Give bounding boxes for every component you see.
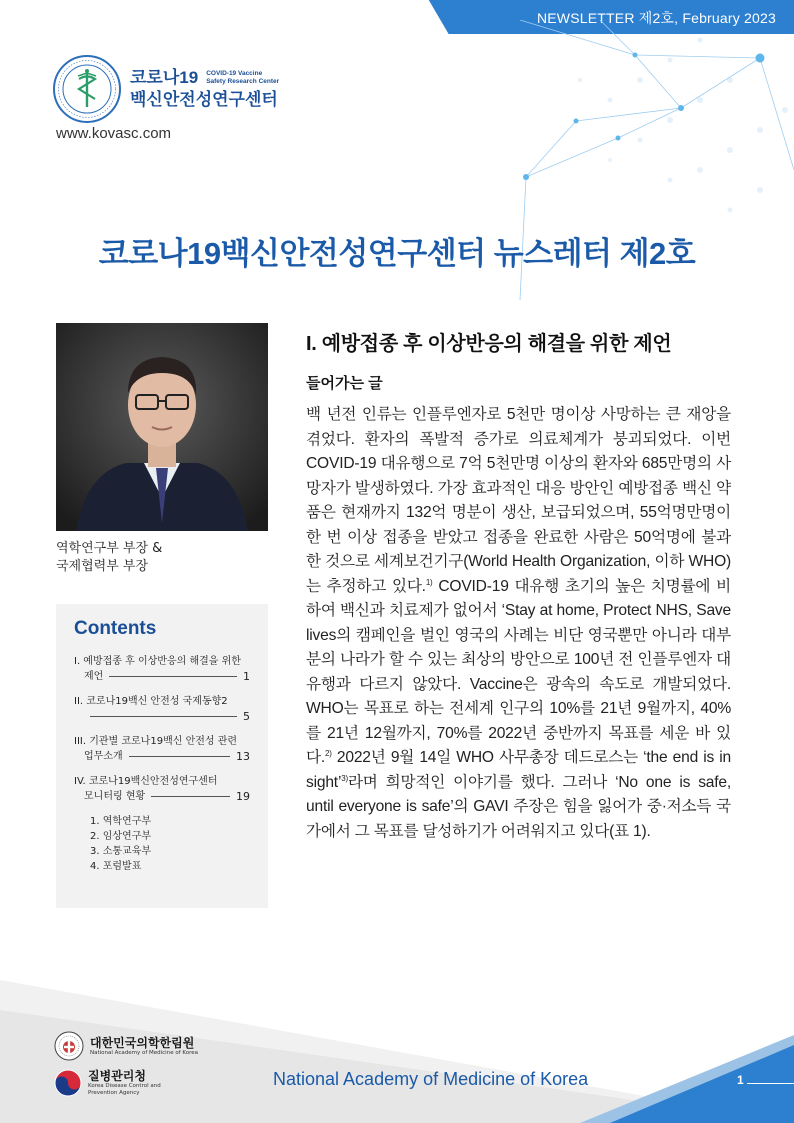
- org2-name: 질병관리청: [88, 1069, 146, 1083]
- page-number: 1: [737, 1073, 744, 1087]
- toc-item[interactable]: I. 예방접종 후 이상반응의 해결을 위한 제언 1: [74, 656, 250, 683]
- taegeuk-icon: [54, 1069, 82, 1097]
- footnote-ref[interactable]: 3): [341, 773, 348, 783]
- org-name-en: COVID-19 Vaccine Safety Research Center: [206, 70, 280, 85]
- org2-sub: Korea Disease Control and Prevention Agency: [88, 1083, 161, 1096]
- seal-icon: [52, 54, 122, 124]
- kdca-logo[interactable]: [54, 1069, 161, 1097]
- toc-sub-list: [74, 814, 250, 874]
- toc-sub-item[interactable]: 3. 소통교육부: [90, 846, 152, 857]
- author-portrait: [56, 323, 268, 531]
- newsletter-label: NEWSLETTER 제2호, February 2023: [536, 10, 776, 26]
- contents-box: [56, 604, 268, 908]
- toc-item[interactable]: II. 코로나19백신 안전성 국제동향2 5: [74, 696, 250, 723]
- org-name-ko-1: 코로나19: [130, 68, 199, 87]
- page-number-rule: [747, 1083, 794, 1084]
- center-logo[interactable]: [52, 54, 279, 124]
- toc-item[interactable]: III. 기관별 코로나19백신 안전성 관련 업무소개 13: [74, 736, 250, 763]
- contents-heading: Contents: [74, 618, 157, 639]
- subsection-title: 들어가는 글: [306, 375, 383, 392]
- footnote-ref[interactable]: 2): [325, 748, 332, 758]
- nam-seal-icon: [54, 1031, 84, 1061]
- org1-name: 대한민국의학한림원: [90, 1035, 195, 1050]
- toc-item[interactable]: IV. 코로나19백신안전성연구센터 모니터링 현황 19: [74, 776, 250, 803]
- section-title: I. 예방접종 후 이상반응의 해결을 위한 제언: [306, 333, 672, 355]
- org-name-ko-2: 백신안전성연구센터: [130, 90, 278, 109]
- author-caption: 역학연구부 부장 & 국제협력부 부장: [56, 541, 163, 574]
- footer-org-text: National Academy of Medicine of Korea: [273, 1069, 589, 1089]
- site-url-link[interactable]: www.kovasc.com: [56, 125, 172, 142]
- toc-sub-item[interactable]: 2. 임상연구부: [90, 831, 152, 842]
- org1-sub: National Academy of Medicine of Korea: [90, 1049, 198, 1056]
- article-body: 백 년전 인류는 인플루엔자로 5천만 명이상 사망하는 큰 재앙을 겪었다. 환자의 폭발적 증가로 의료체계가 붕괴되었다. 이번 COVID-19 대유행으로 7억 5천만명 이상의 환자와 685만명의 사망자가 발생하였다. 가장 효과적인 대응 방안인 예방접종 백신 약품은 현재까지 132억 명분이 생산, 보급되었으며, 55억명만명이 한 번 이상 접종을 받았고 접종을 완료한 사람은 50억명에 불과 한 것으로 세계보건기구(World Health Organization, 이하 WHO)는 추정하고 있다.$^{1)}$ COVID-19 대유행 초기의 높은 치명률에 비하여 백신과 치료제가 없어서 ‘Stay at home, Protect NHS, Save lives의 캠페인을 벌인 영국의 사례는 비단 영국뿐만 아니라 대부분의 나라가 할 수 있는 최상의 방안으로 100년 전 인플루엔자 대유행과 다르지 않았다. Vaccine은 광속의 속도로 개발되었다. WHO는 목표로 하는 전세계 인구의 10%를 21년 9월까지, 40%를 21년 12월까지, 70%를 2022년 중반까지 목표를 세운 바 있다.$^{2)}$ 2022년 9월 14일 WHO 사무총장 데드로스는 ‘the end is in sight’$^{3)}$라며 희망적인 이야기를 했다. 그러나 ‘No one is safe, until everyone is safe’의 GAVI 주장은 힘을 잃어가 중·저소득 국가에서 그 목표를 달성하기가 어려워지고 있다(표 1).: [306, 406, 731, 840]
- footnote-ref[interactable]: 1): [425, 577, 433, 587]
- toc-sub-item[interactable]: 1. 역학연구부: [90, 816, 152, 827]
- toc-sub-item[interactable]: 4. 포럼발표: [90, 861, 142, 872]
- newsletter-title: 코로나19백신안전성연구센터 뉴스레터 제2호: [98, 236, 696, 271]
- nam-korea-logo[interactable]: [54, 1031, 198, 1061]
